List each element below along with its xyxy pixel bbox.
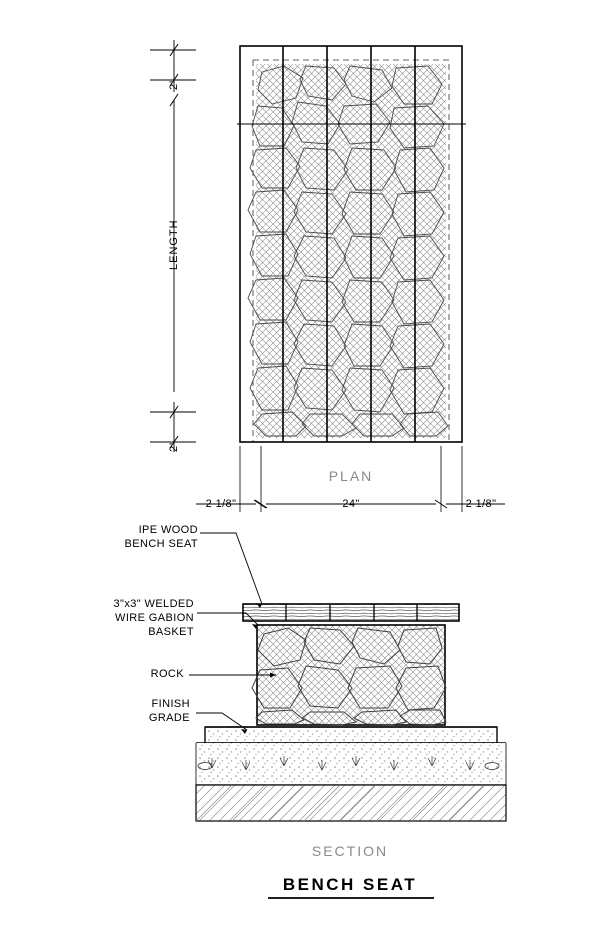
- section-view-title: SECTION: [311, 843, 389, 859]
- callout-finish-grade-line1: FINISH: [151, 698, 190, 710]
- callout-gabion-basket-line2: WIRE GABION: [115, 612, 194, 624]
- drawing-main-title: BENCH SEAT: [282, 875, 418, 894]
- plan-dim-right-offset-label: 2 1/8": [465, 498, 497, 510]
- plan-dim-left-offset-label: 2 1/8": [205, 498, 237, 510]
- callout-gabion-basket-line3: BASKET: [148, 626, 194, 638]
- plan-dim-bottom-label: 2": [168, 439, 180, 452]
- plan-dim-width-label: 24": [342, 498, 360, 510]
- plan-dim-top-label: 2": [168, 77, 180, 90]
- callout-ipe-wood-bench-seat-line2: BENCH SEAT: [124, 538, 198, 550]
- callout-gabion-basket-line1: 3"x3" WELDED: [113, 598, 194, 610]
- plan-dim-length-label: LENGTH: [168, 219, 180, 270]
- plan-view-title: PLAN: [328, 468, 374, 484]
- callout-ipe-wood-bench-seat-line1: IPE WOOD: [138, 524, 198, 536]
- callout-rock-label: ROCK: [150, 668, 184, 680]
- callout-finish-grade-line2: GRADE: [148, 712, 190, 724]
